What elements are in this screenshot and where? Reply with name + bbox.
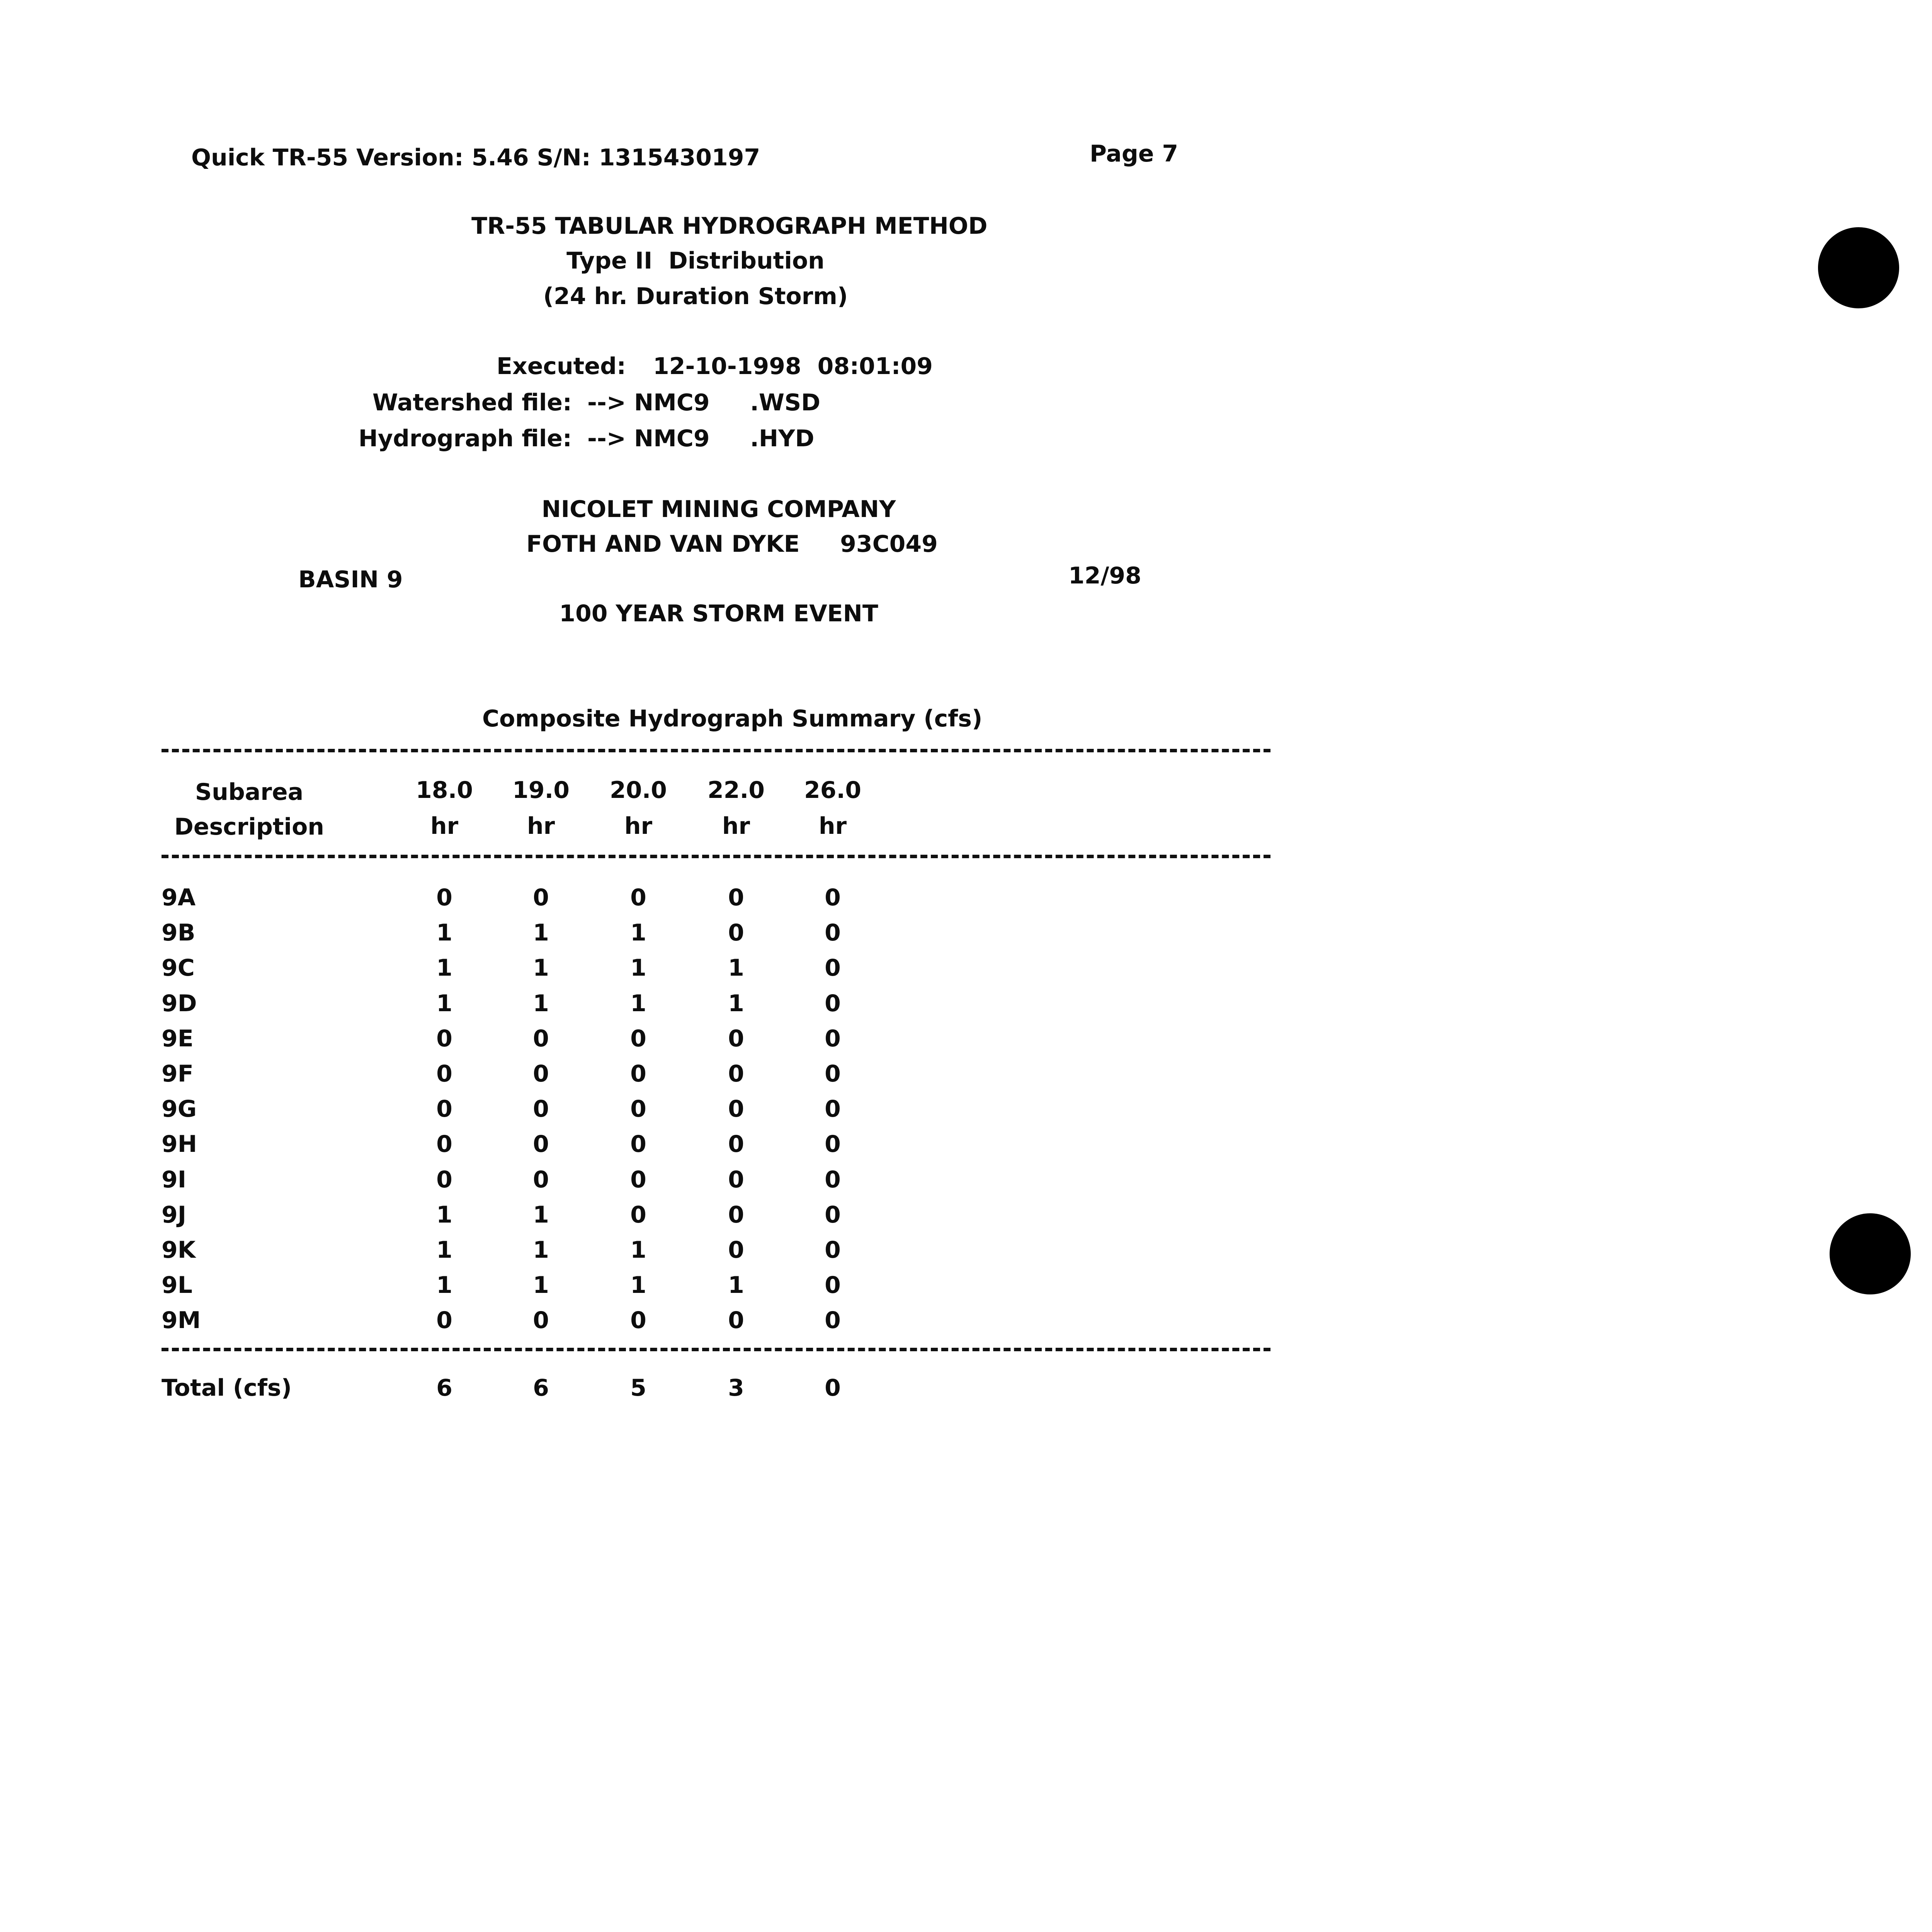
table-cell: 1 — [630, 990, 646, 1017]
table-cell: 0 — [436, 1060, 452, 1087]
method-title: TR-55 TABULAR HYDROGRAPH METHOD — [471, 213, 988, 240]
table-cell: 0 — [825, 1095, 841, 1122]
table-cell: 0 — [436, 1166, 452, 1193]
column-time: 26.0 — [804, 777, 862, 804]
table-cell: 1 — [533, 1272, 549, 1299]
table-cell: 0 — [436, 1095, 452, 1122]
watershed-label: Watershed file: — [372, 389, 572, 416]
table-cell: 0 — [630, 1307, 646, 1334]
table-cell: 0 — [533, 1095, 549, 1122]
column-time: 19.0 — [512, 777, 570, 804]
table-header-rule — [162, 855, 1270, 858]
subarea-heading: Subarea — [195, 779, 304, 806]
table-cell: 0 — [728, 1095, 744, 1122]
table-cell: 0 — [825, 1131, 841, 1158]
table-cell: 1 — [533, 954, 549, 981]
storm-event: 100 YEAR STORM EVENT — [559, 600, 878, 627]
table-cell: 1 — [533, 1236, 549, 1264]
table-cell: 0 — [728, 1166, 744, 1193]
subarea-label: 9H — [162, 1131, 197, 1158]
total-value: 6 — [436, 1374, 452, 1401]
table-cell: 1 — [436, 954, 452, 981]
table-cell: 0 — [630, 1060, 646, 1087]
program-version: Quick TR-55 Version: 5.46 S/N: 1315430197 — [191, 144, 760, 171]
table-cell: 0 — [728, 1307, 744, 1334]
table-cell: 1 — [533, 1201, 549, 1228]
subarea-label: 9K — [162, 1236, 196, 1264]
table-cell: 0 — [533, 1166, 549, 1193]
total-value: 3 — [728, 1374, 744, 1401]
subarea-label: 9F — [162, 1060, 194, 1087]
column-unit: hr — [722, 813, 750, 840]
table-top-rule — [162, 749, 1270, 752]
table-cell: 0 — [630, 1025, 646, 1052]
table-cell: 0 — [728, 1025, 744, 1052]
table-cell: 1 — [533, 919, 549, 946]
total-value: 6 — [533, 1374, 549, 1401]
hydrograph-label: Hydrograph file: — [358, 425, 572, 452]
table-cell: 0 — [630, 1131, 646, 1158]
table-cell: 0 — [825, 1307, 841, 1334]
table-cell: 0 — [630, 884, 646, 911]
table-cell: 0 — [825, 1272, 841, 1299]
column-unit: hr — [624, 813, 653, 840]
basin-label: BASIN 9 — [298, 566, 403, 593]
table-cell: 0 — [728, 1131, 744, 1158]
company-name: NICOLET MINING COMPANY — [541, 496, 896, 523]
subarea-label: 9G — [162, 1095, 197, 1122]
table-cell: 0 — [630, 1166, 646, 1193]
subarea-label: 9A — [162, 884, 196, 911]
table-cell: 1 — [436, 919, 452, 946]
executed-value: 12-10-1998 08:01:09 — [653, 353, 933, 380]
column-time: 22.0 — [707, 777, 765, 804]
table-cell: 0 — [436, 1307, 452, 1334]
subarea-label: 9E — [162, 1025, 194, 1052]
column-unit: hr — [818, 813, 847, 840]
table-cell: 0 — [630, 1201, 646, 1228]
table-cell: 1 — [630, 1272, 646, 1299]
table-cell: 1 — [728, 1272, 744, 1299]
table-cell: 0 — [825, 1060, 841, 1087]
table-cell: 0 — [825, 1025, 841, 1052]
table-cell: 0 — [533, 1060, 549, 1087]
table-cell: 0 — [825, 1236, 841, 1264]
column-unit: hr — [430, 813, 459, 840]
table-cell: 0 — [436, 884, 452, 911]
total-label: Total (cfs) — [162, 1374, 292, 1401]
table-cell: 0 — [533, 1131, 549, 1158]
table-cell: 1 — [728, 954, 744, 981]
column-time: 18.0 — [415, 777, 473, 804]
watershed-value: --> NMC9 .WSD — [587, 389, 821, 416]
table-cell: 1 — [728, 990, 744, 1017]
distribution-title: Type II Distribution — [566, 247, 825, 274]
table-cell: 1 — [436, 1236, 452, 1264]
total-value: 5 — [630, 1374, 646, 1401]
table-cell: 0 — [728, 1201, 744, 1228]
hydrograph-value: --> NMC9 .HYD — [587, 425, 815, 452]
subarea-label: 9I — [162, 1166, 187, 1193]
storm-title: (24 hr. Duration Storm) — [543, 283, 848, 310]
table-cell: 0 — [825, 1201, 841, 1228]
table-cell: 0 — [436, 1131, 452, 1158]
total-value: 0 — [825, 1374, 841, 1401]
description-heading: Description — [174, 813, 325, 840]
table-cell: 1 — [436, 1201, 452, 1228]
table-cell: 0 — [533, 1025, 549, 1052]
consultant-line: FOTH AND VAN DYKE 93C049 — [526, 531, 938, 558]
page-number: Page 7 — [1090, 140, 1179, 167]
table-cell: 1 — [630, 1236, 646, 1264]
subarea-label: 9C — [162, 954, 195, 981]
table-bottom-rule — [162, 1348, 1270, 1351]
table-cell: 0 — [825, 919, 841, 946]
column-time: 20.0 — [609, 777, 667, 804]
table-cell: 0 — [825, 990, 841, 1017]
table-cell: 1 — [630, 919, 646, 946]
project-date: 12/98 — [1068, 562, 1141, 589]
subarea-label: 9M — [162, 1307, 201, 1334]
table-cell: 0 — [728, 1236, 744, 1264]
table-cell: 0 — [533, 884, 549, 911]
column-unit: hr — [527, 813, 555, 840]
table-cell: 0 — [728, 1060, 744, 1087]
table-cell: 0 — [630, 1095, 646, 1122]
punch-hole — [1818, 227, 1899, 308]
table-cell: 1 — [630, 954, 646, 981]
table-cell: 0 — [825, 954, 841, 981]
table-cell: 0 — [728, 919, 744, 946]
table-cell: 0 — [728, 884, 744, 911]
subarea-label: 9D — [162, 990, 197, 1017]
table-cell: 1 — [533, 990, 549, 1017]
table-cell: 0 — [533, 1307, 549, 1334]
table-cell: 0 — [825, 1166, 841, 1193]
table-cell: 1 — [436, 990, 452, 1017]
table-cell: 0 — [825, 884, 841, 911]
subarea-label: 9J — [162, 1201, 187, 1228]
subarea-label: 9B — [162, 919, 196, 946]
punch-hole — [1830, 1213, 1911, 1294]
table-title: Composite Hydrograph Summary (cfs) — [482, 705, 983, 732]
table-cell: 1 — [436, 1272, 452, 1299]
subarea-label: 9L — [162, 1272, 192, 1299]
table-cell: 0 — [436, 1025, 452, 1052]
executed-label: Executed: — [497, 353, 626, 380]
